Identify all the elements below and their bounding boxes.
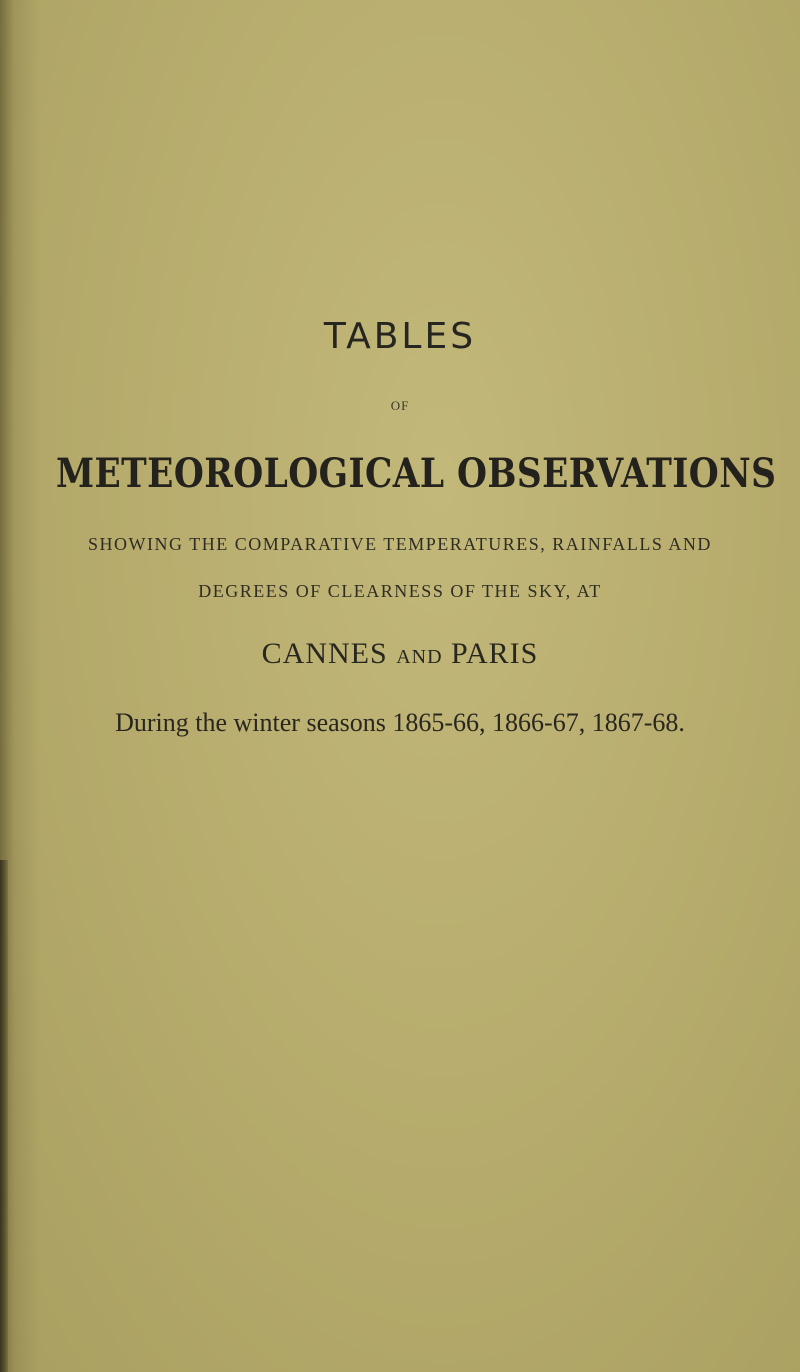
place-paris: PARIS — [451, 637, 539, 670]
page-title: TABLES — [323, 316, 477, 357]
places-line — [0, 637, 800, 671]
seasons-line: During the winter seasons 1865-66, 1866-67, 1867-68. — [115, 708, 685, 737]
place-cannes: CANNES — [261, 637, 388, 670]
subtitle-line-1: SHOWING THE COMPARATIVE TEMPERATURES, RAINFALLS AND — [88, 534, 712, 554]
subtitle-line-2: DEGREES OF CLEARNESS OF THE SKY, AT — [198, 581, 602, 601]
binding-edge — [0, 860, 8, 1372]
main-heading: METEOROLOGICAL OBSERVATIONS — [56, 450, 777, 497]
connector-of: OF — [390, 398, 410, 413]
place-and: AND — [396, 646, 443, 668]
